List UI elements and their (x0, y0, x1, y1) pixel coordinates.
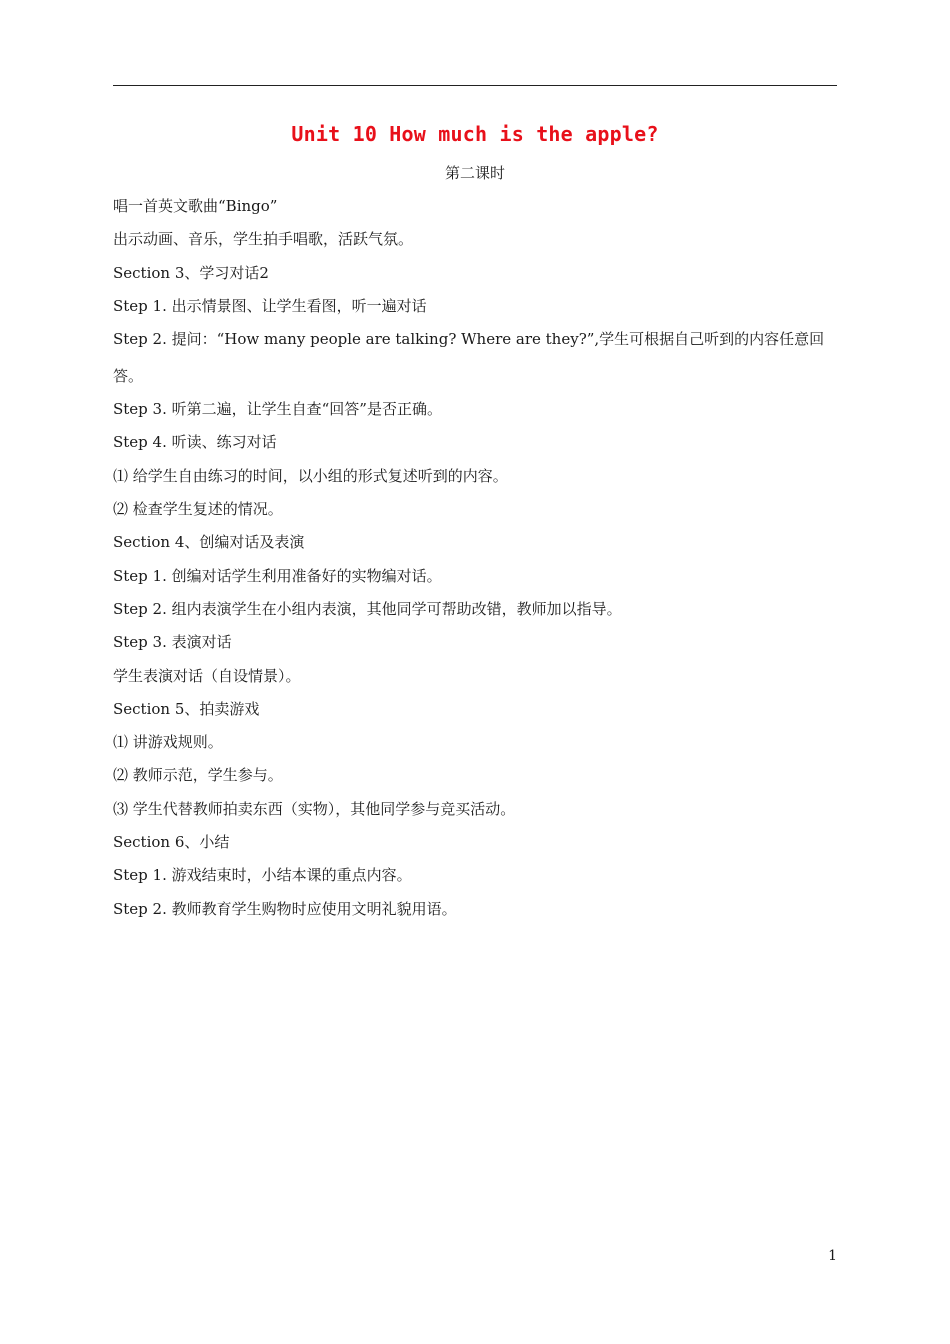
text-line: Step 3. 听第二遍，让学生自查“回答”是否正确。 (113, 400, 442, 419)
text-line: Step 1. 游戏结束时，小结本课的重点内容。 (113, 866, 412, 885)
text-line: Step 1. 出示情景图、让学生看图，听一遍对话 (113, 296, 427, 315)
text-line: Step 2. 组内表演学生在小组内表演，其他同学可帮助改错，教师加以指导。 (113, 599, 622, 618)
text-line: ⑴ 讲游戏规则。 (113, 733, 223, 752)
text-line: ⑴ 给学生自由练习的时间，以小组的形式复述听到的内容。 (113, 466, 508, 485)
page-number: 1 (828, 1248, 837, 1264)
document-title: Unit 10 How much is the apple? (291, 122, 659, 146)
text-line: 学生表演对话（自设情景）。 (113, 666, 301, 685)
text-line: Step 1. 创编对话学生利用准备好的实物编对话。 (113, 566, 442, 585)
text-line: Section 3、学习对话2 (113, 263, 269, 282)
text-line: Section 5、拍卖游戏 (113, 699, 260, 718)
text-line: Step 2. 提问：“How many people are talking? Where are they?”,学生可根据自己听到的内容任意回答。 (113, 330, 825, 386)
header-rule (113, 85, 837, 86)
text-line: Step 2. 教师教育学生购物时应使用文明礼貌用语。 (113, 899, 457, 918)
text-line: Section 6、小结 (113, 833, 230, 852)
text-line: ⑶ 学生代替教师拍卖东西（实物），其他同学参与竞买活动。 (113, 799, 516, 818)
text-line: 出示动画、音乐，学生拍手唱歌，活跃气氛。 (113, 230, 414, 249)
text-line: Section 4、创编对话及表演 (113, 533, 305, 552)
text-line: ⑵ 教师示范，学生参与。 (113, 766, 283, 785)
text-line: ⑵ 检查学生复述的情况。 (113, 500, 283, 519)
text-line: Step 3. 表演对话 (113, 633, 232, 652)
body-text (113, 196, 839, 932)
text-line: Step 4. 听读、练习对话 (113, 433, 277, 452)
text-line: 唱一首英文歌曲“Bingo” (113, 197, 278, 215)
document-subtitle: 第二课时 (444, 164, 505, 182)
